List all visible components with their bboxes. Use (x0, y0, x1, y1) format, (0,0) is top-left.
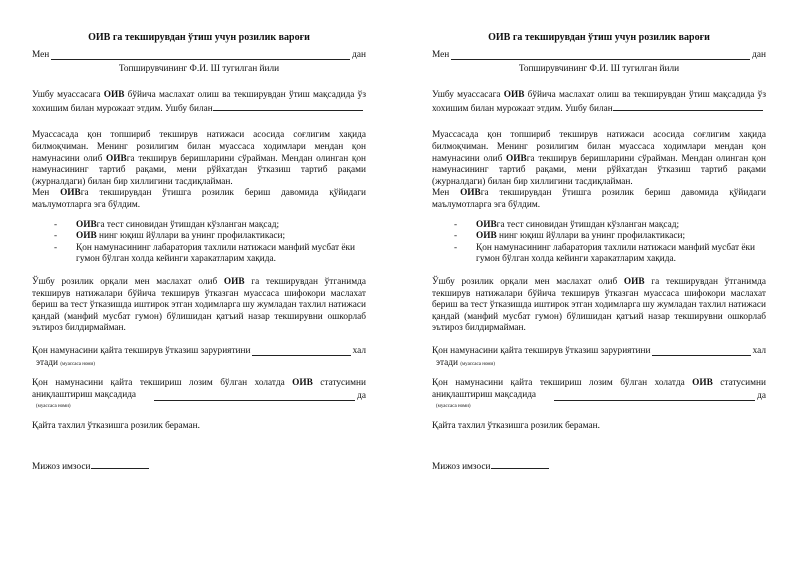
status-line: да (432, 391, 766, 403)
retest-line-end: этади (муассаса номи) (36, 357, 95, 368)
retest-institution-blank[interactable] (252, 346, 350, 356)
applicant-name-blank[interactable] (51, 50, 350, 60)
information-list (32, 220, 366, 266)
retest-line: Қон намунасини қайта текширув ўтказиш заруриятини хал (432, 346, 766, 357)
me-label: Мен (432, 50, 450, 60)
list-item: - Қон намунасининг лабаратория тахлили натижаси манфий мусбат ёки гумон бўлган холда кейинги харакатларим хақида. (76, 243, 366, 266)
signature-blank[interactable] (91, 460, 149, 469)
list-item: - ОИВ нинг юқиш йўллари ва унинг профилактикаси; (76, 231, 366, 243)
applicant-name-line (32, 50, 366, 62)
list-item: - ОИВга тест синовидан ўтишдан кўзланган мақсад; (76, 220, 366, 232)
information-paragraph: Мен ОИВга текширувдан ўтишга розилик бериш давомида қўйидаги маълумотларга эга бўлдим. (432, 188, 766, 210)
intro-paragraph: Ушбу муассасага ОИВ бўйича маслахат олиш ва текширувдан ўтиш мақсадида ўз хохишим билан мурожаат этдим. Ушбу билан (32, 90, 366, 114)
retest-line-end: этади (муассаса номи) (436, 357, 495, 368)
disclosure-paragraph: Ўшбу розилик орқали мен маслахат олиб ОИВ га текширувдан ўтганимда текширув натижалари бўйича текширув ўтказган муассаса шифокори маслахат бериш ва тест ўтказишда иштирок этган ходимларга шу жумладан тахлил натижаси қандай (манфий мусбат гумон) бўлишидан қатъий назар текширувни ошкорлаб эътироз билдирмайман. (32, 276, 366, 334)
disclosure-paragraph: Ўшбу розилик орқали мен маслахат олиб ОИВ га текширувдан ўтганимда текширув натижалари бўйича текширув ўтказган муассаса шифокори маслахат бериш ва тест ўтказишда иштирок этган ходимларга шу жумладан тахлил натижаси қандай (манфий мусбат гумон) бўлишидан қатъий назар текширувни ошкорлаб эътироз билдирмайман. (432, 276, 766, 334)
signature-line: Мижоз имзоси (432, 460, 766, 474)
form-title: ОИВ га текширувдан ўтиш учун розилик вароғи (488, 32, 710, 43)
list-item: - ОИВга тест синовидан ўтишдан кўзланган мақсад; (476, 220, 766, 232)
list-item: - Қон намунасининг лабаратория тахлили натижаси манфий мусбат ёки гумон бўлган холда кейинги харакатларим хақида. (476, 243, 766, 266)
signature-line: Мижоз имзоси (32, 460, 366, 474)
status-paragraph: Қон намунасини қайта текшириш лозим бўлган холатда ОИВ статусимни аниқлаштириш мақсадида (432, 378, 766, 401)
blood-sample-paragraph: Муассасада қон топшириб текширув натижаси асосида соғлигим хақида билмоқчиман. Менинг розилигим билан муассаса ходимлари мендан қон намунасини олиб ОИВга текширув беришларини сўрайман. Мендан олинган қон намунасининг тартиб рақами, мени рўйхатдан ўтказиш тартиб рақами (журналдаги) билан бир хиллигини тасдиқлайман. (32, 130, 367, 187)
intro-blank[interactable] (613, 102, 763, 111)
from-label: дан (352, 50, 366, 60)
list-item: - ОИВ нинг юқиш йўллари ва унинг профилактикаси; (476, 231, 766, 243)
applicant-name-line (432, 50, 766, 62)
retest-line: Қон намунасини қайта текширув ўтказиш заруриятини хал (32, 346, 366, 357)
blood-sample-paragraph: Муассасада қон топшириб текширув натижаси асосида соғлигим хақида билмоқчиман. Менинг розилигим билан муассаса ходимлари мендан қон намунасини олиб ОИВга текширув беришларини сўрайман. Мендан олинган қон намунасининг тартиб рақами, мени рўйхатдан ўтказиш тартиб рақами (журналдаги) билан бир хиллигини тасдиқлайман. (432, 130, 767, 187)
status-line: да (32, 391, 366, 403)
institution-note: (муассаса номи) (460, 361, 495, 367)
intro-paragraph: Ушбу муассасага ОИВ бўйича маслахат олиш ва текширувдан ўтиш мақсадида ўз хохишим билан мурожаат этдим. Ушбу билан (432, 90, 766, 114)
retest-consent: Қайта тахлил ўтказишга розилик бераман. (432, 420, 600, 431)
signature-blank[interactable] (491, 460, 549, 469)
form-title: ОИВ га текширувдан ўтиш учун розилик вароғи (88, 32, 310, 43)
status-institution-blank[interactable] (154, 391, 355, 401)
name-caption: Топширувчининг Ф.И. Ш тугилган йили (518, 63, 680, 74)
intro-blank[interactable] (213, 102, 363, 111)
information-list (432, 220, 766, 266)
institution-note: (муассаса номи) (436, 403, 471, 409)
status-paragraph: Қон намунасини қайта текшириш лозим бўлган холатда ОИВ статусимни аниқлаштириш мақсадида (32, 378, 366, 401)
name-caption: Топширувчининг Ф.И. Ш тугилган йили (118, 63, 280, 74)
status-institution-blank[interactable] (554, 391, 755, 401)
institution-note: (муассаса номи) (36, 403, 71, 409)
me-label: Мен (32, 50, 50, 60)
from-label: дан (752, 50, 766, 60)
applicant-name-blank[interactable] (451, 50, 750, 60)
retest-institution-blank[interactable] (652, 346, 750, 356)
information-paragraph: Мен ОИВга текширувдан ўтишга розилик бериш давомида қўйидаги маълумотларга эга бўлдим. (32, 188, 366, 210)
consent-form-right (400, 0, 800, 565)
retest-consent: Қайта тахлил ўтказишга розилик бераман. (32, 420, 200, 431)
institution-note: (муассаса номи) (60, 361, 95, 367)
